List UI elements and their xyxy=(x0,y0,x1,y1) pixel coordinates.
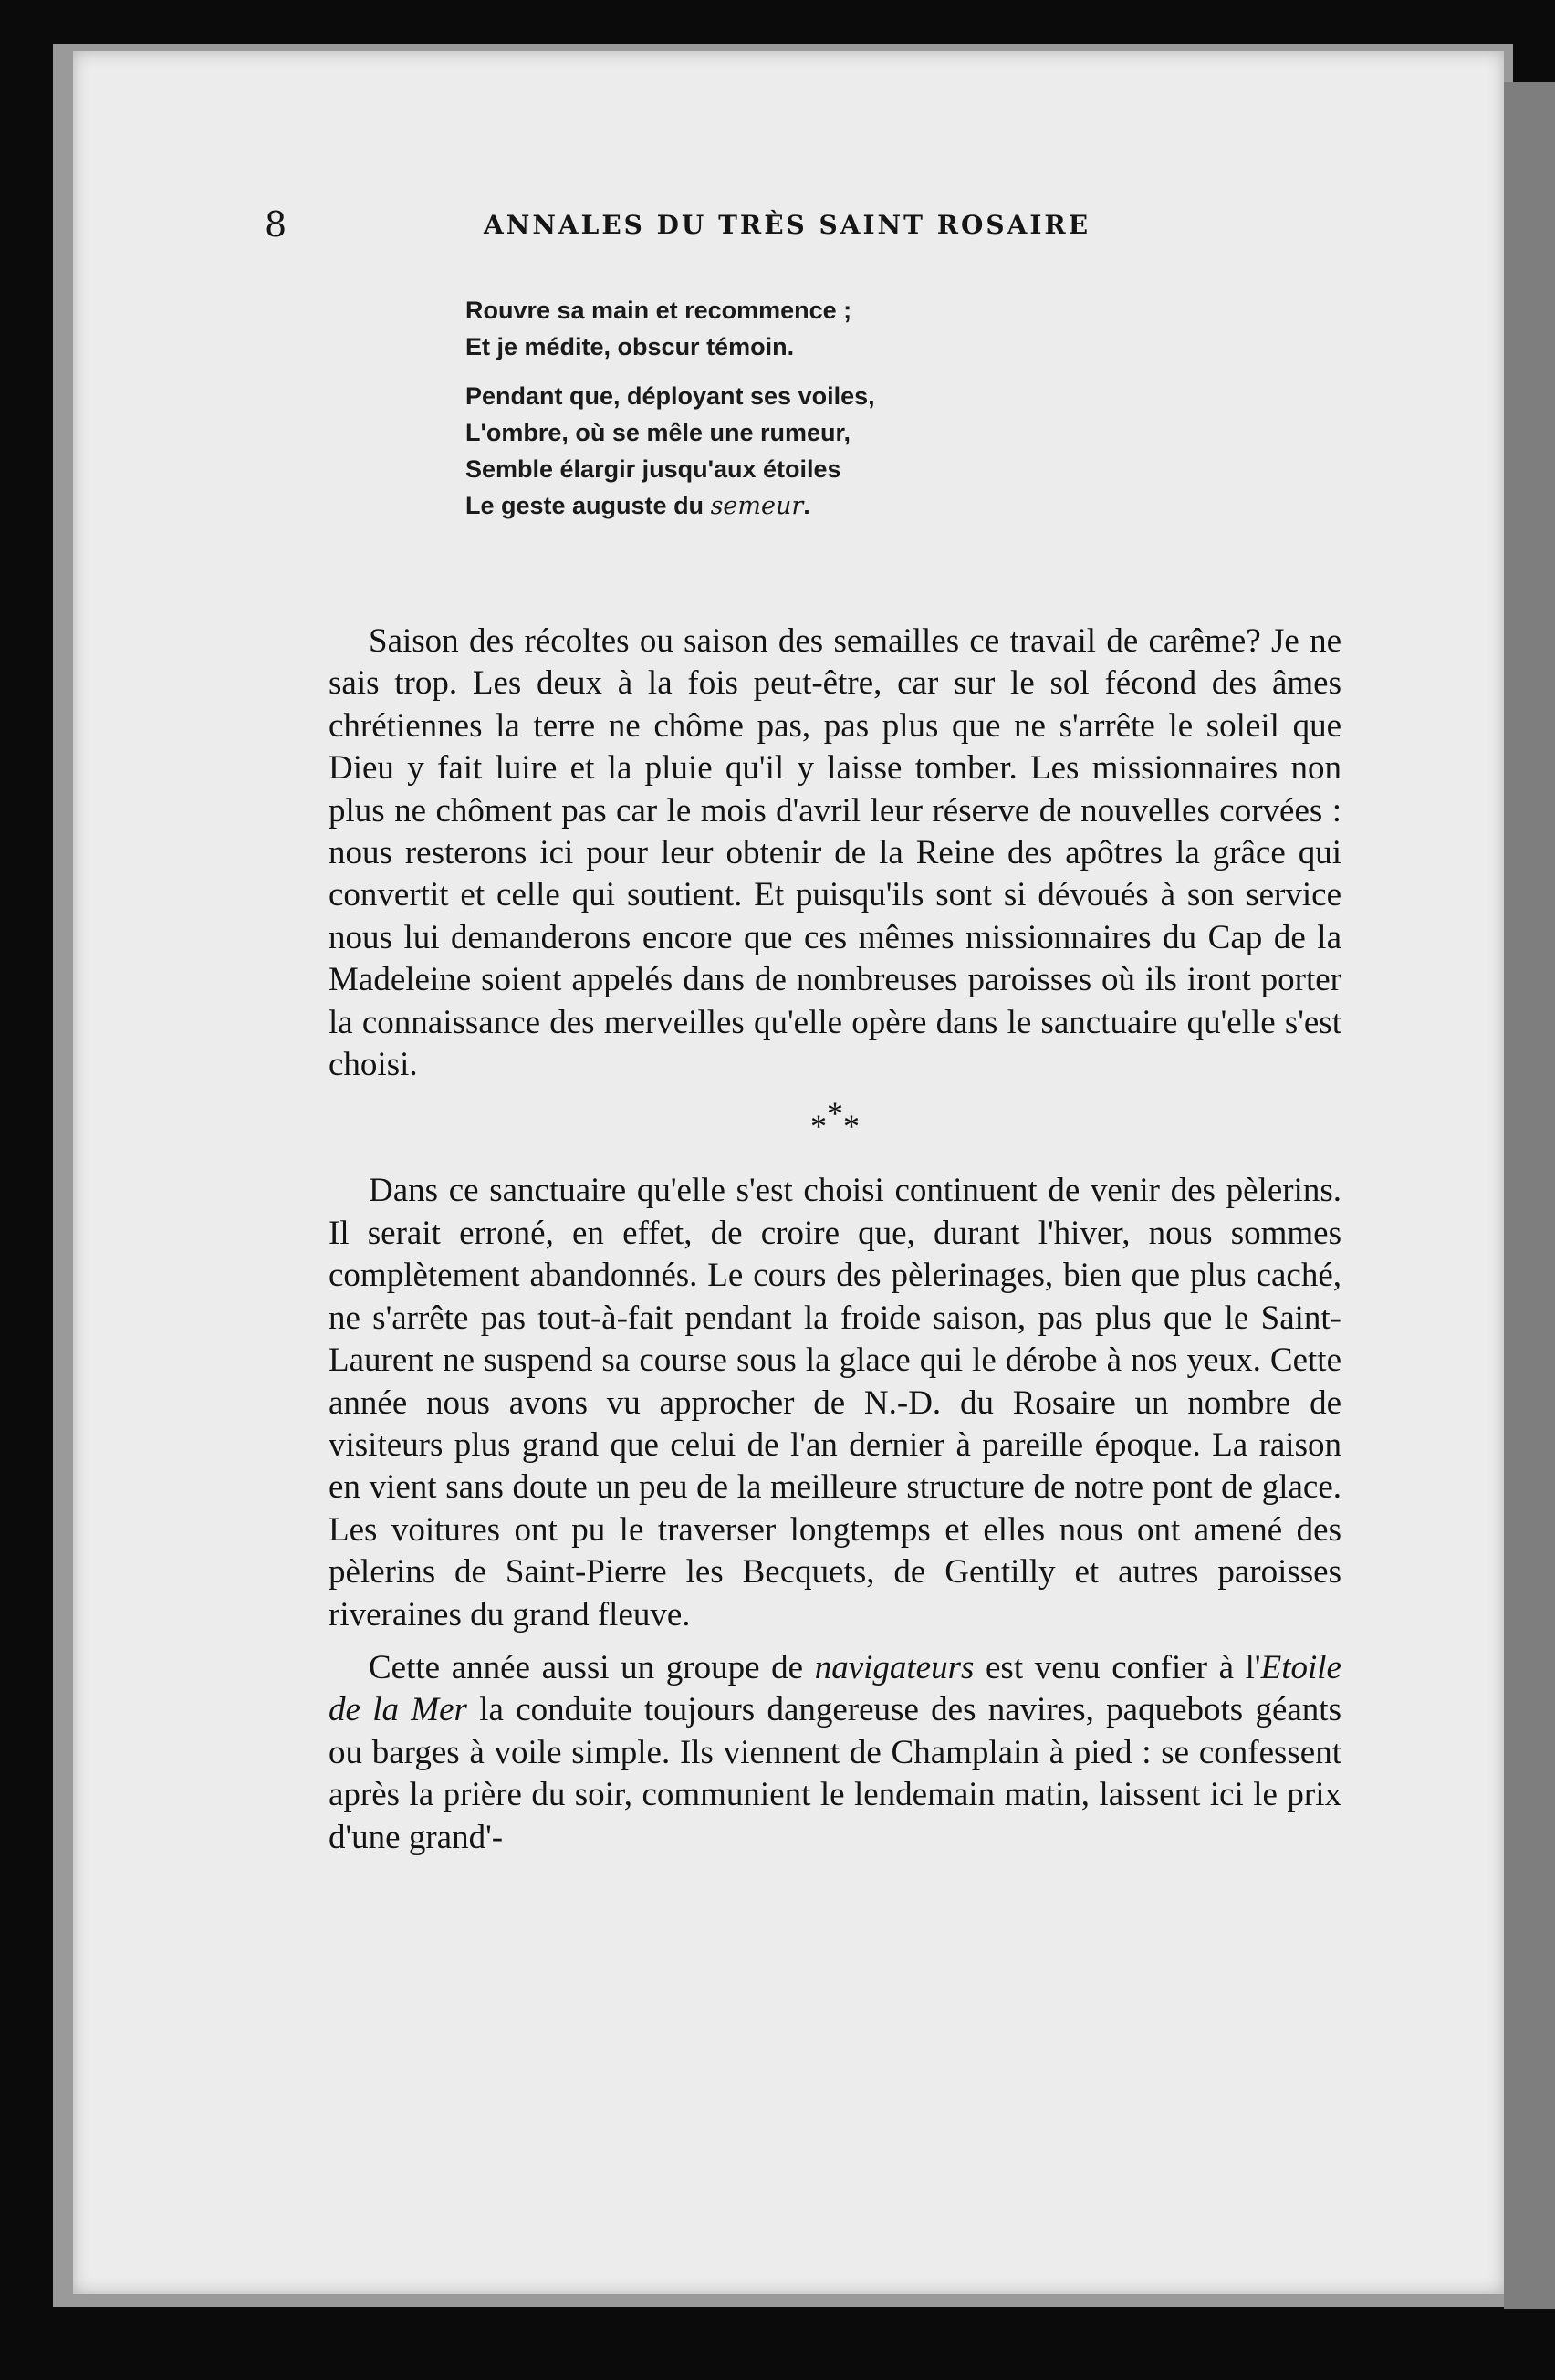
section-separator xyxy=(329,1095,1341,1153)
paragraph-2: Dans ce sanctuaire qu'elle s'est choisi continuent de venir des pèlerins. Il serait erroné, en effet, de croire que, durant l'hiver, nous sommes complètement abandonnés. Le cours des pèlerinages, bien que plus caché, ne s'arrête pas tout-à-fait pendant la froide saison, pas plus que le Saint-Laurent ne suspend sa course sous la glace qui le dérobe à nos yeux. Cette année nous avons vu approcher de N.-D. du Rosaire un nombre de visiteurs plus grand que celui de l'an dernier à pareille époque. La raison en vient sans doute un peu de la meilleure structure de notre pont de glace. Les voitures ont pu le traverser longtemps et elles nous ont amené des pèlerins de Saint-Pierre les Becquets, de Gentilly et autres paroisses riveraines du grand fleuve. xyxy=(329,1172,1341,1634)
poem-excerpt xyxy=(465,292,1177,538)
poem-line-last xyxy=(465,487,1177,525)
running-head: ANNALES DU TRÈS SAINT ROSAIRE xyxy=(484,210,1091,240)
paragraph-3 xyxy=(329,1647,1341,1859)
italic-text: navigateurs xyxy=(814,1648,975,1686)
poem-text: Le geste auguste du xyxy=(465,492,711,519)
poem-line: L'ombre, où se mêle une rumeur, xyxy=(465,419,851,446)
poem-line: Pendant que, déployant ses voiles, xyxy=(465,382,875,410)
poem-line: Et je médite, obscur témoin. xyxy=(465,333,795,360)
paragraph-text: Cette année aussi un groupe de xyxy=(369,1648,815,1686)
poem-line: Rouvre sa main et recommence ; xyxy=(465,297,852,324)
next-page-edge xyxy=(1504,82,1555,2309)
separator-star: * xyxy=(827,1095,843,1133)
poem-stanza-1 xyxy=(465,292,1177,365)
paragraph-1: Saison des récoltes ou saison des semailles ce travail de carême? Je ne sais trop. Les deux à la fois peut-être, car sur le sol fécond des âmes chrétiennes la terre ne chôme pas, pas plus que ne s'arrête le soleil que Dieu y fait luire et la pluie qu'il y laisse tomber. Les missionnaires non plus ne chôment pas car le mois d'avril leur réserve de nouvelles corvées : nous resterons ici pour leur obtenir de la Reine des apôtres la grâce qui convertit et celle qui soutient. Et puisqu'ils sont si dévoués à son service nous lui demanderons encore que ces mêmes missionnaires du Cap de la Madeleine soient appelés dans de nombreuses paroisses où ils iront porter la connaissance des merveilles qu'elle opère dans le sanctuaire qu'elle s'est choisi. xyxy=(329,622,1341,1084)
separator-star: * xyxy=(810,1108,827,1145)
italic-text: Etoile de la Mer xyxy=(329,1648,1341,1729)
poem-text: . xyxy=(803,492,810,519)
page-number: 8 xyxy=(265,204,287,245)
paragraph-text: est venu confier à l' xyxy=(974,1648,1261,1686)
poem-line: Semble élargir jusqu'aux étoiles xyxy=(465,455,841,483)
poem-italic-word: semeur xyxy=(710,492,804,520)
poem-stanza-2 xyxy=(465,378,1177,525)
page-header xyxy=(265,204,1195,259)
separator-star: * xyxy=(843,1108,860,1145)
body-text xyxy=(329,621,1341,1870)
paragraph-text: la conduite toujours dangereuse des navires, paquebots géants ou barges à voile simple. Ils viennent de Champlain à pied : se confessent après la prière du soir, communient le lendemain matin, laissent ici le prix d'une grand'- xyxy=(329,1691,1341,1856)
